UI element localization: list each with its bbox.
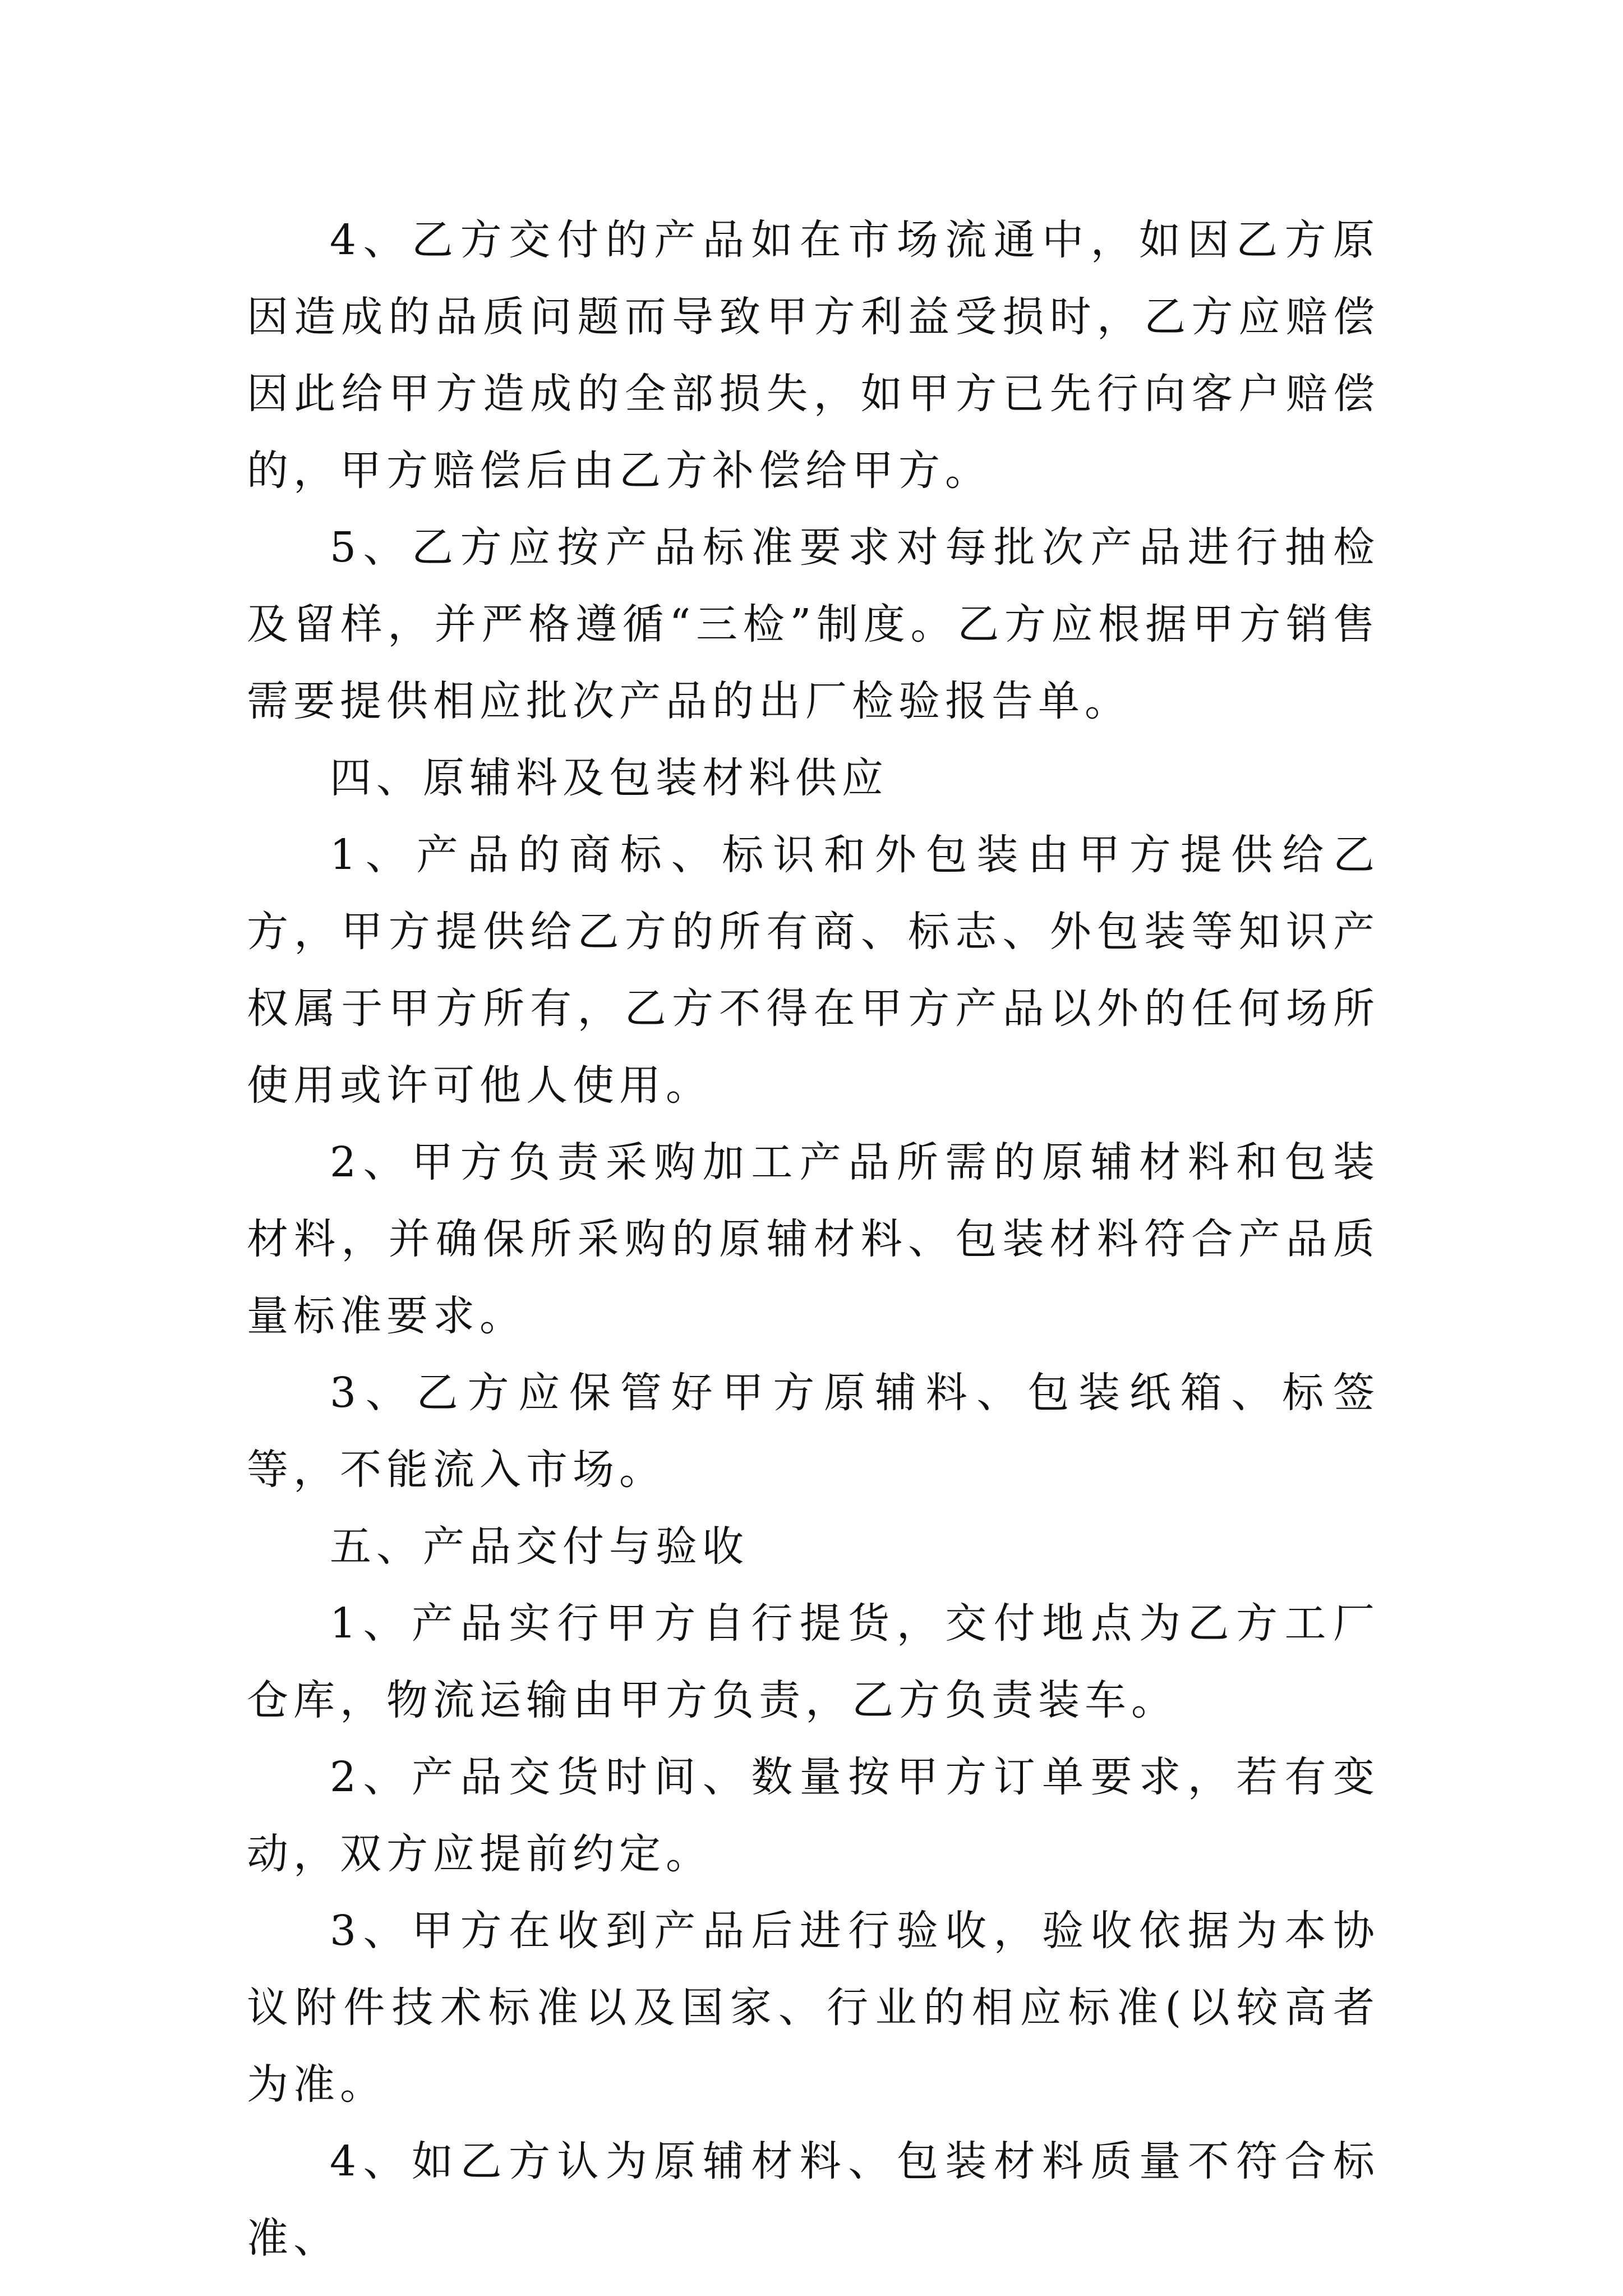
paragraph-material-objection: 4、如乙方认为原辅材料、包装材料质量不符合标准、 <box>247 2137 1380 2262</box>
paragraph-sampling-inspection: 5、乙方应按产品标准要求对每批次产品进行抽检及留样，并严格遵循“三检”制度。乙方应根据甲方销售需要提供相应批次产品的出厂检验报告单。 <box>247 523 1380 725</box>
section-heading-materials-supply: 四、原辅料及包装材料供应 <box>330 754 888 802</box>
paragraph-quality-compensation: 4、乙方交付的产品如在市场流通中，如因乙方原因造成的品质问题而导致甲方利益受损时，乙方应赔偿因此给甲方造成的全部损失，如甲方已先行向客户赔偿的，甲方赔偿后由乙方补偿给甲方。 <box>247 216 1380 495</box>
section-heading-delivery-acceptance: 五、产品交付与验收 <box>330 1522 749 1571</box>
paragraph-material-procurement: 2、甲方负责采购加工产品所需的原辅材料和包装材料，并确保所采购的原辅材料、包装材料符合产品质量标准要求。 <box>247 1138 1380 1340</box>
paragraph-delivery-time: 2、产品交货时间、数量按甲方订单要求，若有变动，双方应提前约定。 <box>247 1753 1380 1878</box>
paragraph-material-custody: 3、乙方应保管好甲方原辅料、包装纸箱、标签等，不能流入市场。 <box>247 1369 1380 1494</box>
document-body <box>247 202 1380 2277</box>
paragraph-self-pickup: 1、产品实行甲方自行提货，交付地点为乙方工厂仓库，物流运输由甲方负责，乙方负责装车。 <box>247 1599 1380 1724</box>
paragraph-trademark-packaging: 1、产品的商标、标识和外包装由甲方提供给乙方，甲方提供给乙方的所有商、标志、外包装等知识产权属于甲方所有，乙方不得在甲方产品以外的任何场所使用或许可他人使用。 <box>247 831 1380 1110</box>
paragraph-acceptance-basis: 3、甲方在收到产品后进行验收，验收依据为本协议附件技术标准以及国家、行业的相应标准(以较高者为准。 <box>247 1907 1380 2109</box>
